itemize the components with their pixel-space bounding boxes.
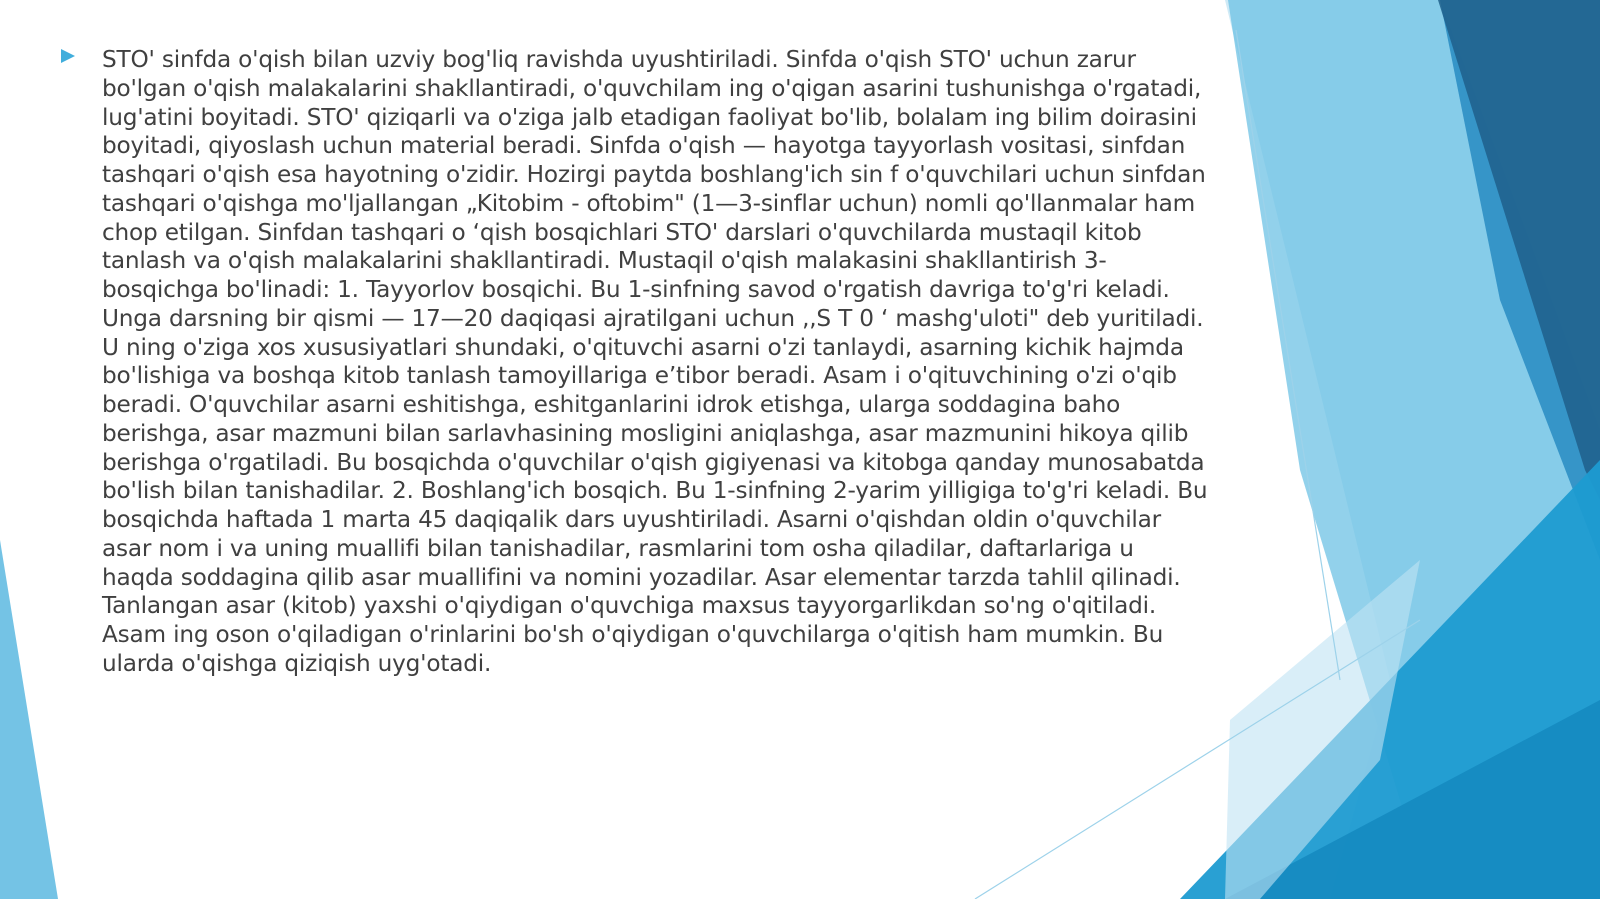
triangle-bullet-icon [60, 48, 76, 64]
bullet-paragraph: STO' sinfda o'qish bilan uzviy bog'liq ravishda uyushtiriladi. Sinfda o'qish STO' uchun zarur bo'lgan o'qish malakalarini shakllantiradi, o'quvchilam ing o'qigan asarini tushunishga o'rgatadi, lug'atini boyitadi. STO' qiziqarli va o'ziga jalb etadigan faoliyat bo'lib, bolalam ing bilim doirasini boyitadi, qiyoslash uchun material beradi. Sinfda o'qish — hayotga tayyorlash vositasi, sinfdan tashqari o'qish esa hayotning o'zidir. Hozirgi paytda boshlang'ich sin f o'quvchilari uchun sinfdan tashqari o'qishga mo'ljallangan „Kitobim - oftobim" (1—3-sinflar uchun) nomli qo'llanmalar ham chop etilgan. Sinfdan tashqari o ‘qish bosqichlari STO' darslari o'quvchilarda mustaqil kitob tanlash va o'qish malakalarini shakllantiradi. Mustaqil o'qish malakasini shakllantirish 3-bosqichga bo'linadi: 1. Tayyorlov bosqichi. Bu 1-sinfning savod o'rgatish davriga to'g'ri keladi. Unga darsning bir qismi — 17—20 daqiqasi ajratilgani uchun ,,S T 0 ‘ mashg'uloti" deb yuritiladi. U ning o'ziga xos xususiyatlari shundaki, o'qituvchi asarni o'zi tanlaydi, asarning kichik hajmda bo'lishiga va boshqa kitob tanlash tamoyillariga e’tibor beradi. Asam i o'qituvchining o'zi o'qib beradi. O'quvchilar asarni eshitishga, eshitganlarini idrok etishga, ularga soddagina baho berishga, asar mazmuni bilan sarlavhasining mosligini aniqlashga, asar mazmunini hikoya qilib berishga o'rgatiladi. Bu bosqichda o'quvchilar o'qish gigiyenasi va kitobga qanday munosabatda bo'lish bilan tanishadilar. 2. Boshlang'ich bosqich. Bu 1-sinfning 2-yarim yilligiga to'g'ri keladi. Bu bosqichda haftada 1 marta 45 daqiqalik dars uyushtiriladi. Asarni o'qishdan oldin o'quvchilar asar nom i va uning muallifi bilan tanishadilar, rasmlarini tom osha qiladilar, daftarlariga u haqda soddagina qilib asar muallifini va nomini yozadilar. Asar elementar tarzda tahlil qilinadi. Tanlangan asar (kitob) yaxshi o'qiydigan o'quvchiga maxsus tayyorgarlikdan so'ng o'qitiladi. Asam ing oson o'qiladigan o'rinlarini bo'sh o'qiydigan o'quvchilarga o'qitish ham mumkin. Bu ularda o'qishga qiziqish uyg'otadi. [102, 46, 1208, 677]
left-edge-shape [0, 540, 58, 899]
